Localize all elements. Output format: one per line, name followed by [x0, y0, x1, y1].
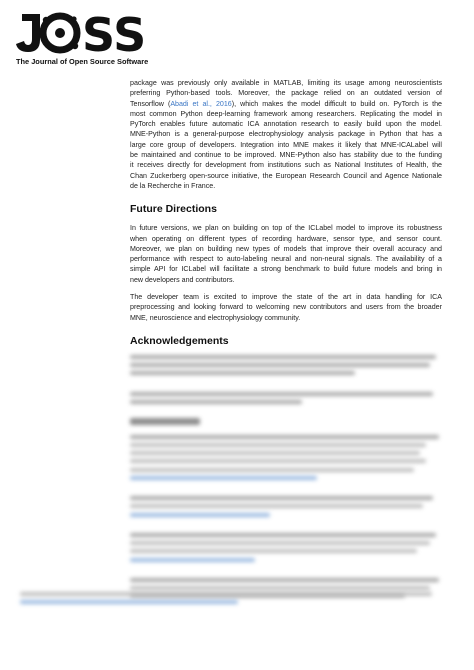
text-line: large core group of developers. Integration into MNE makes it likely that MNE-ICALabel will — [130, 140, 442, 149]
text-line: preferring Python-based tools. Moreover, the package relied on an outdated version of — [130, 89, 442, 98]
blurred-acknowledgements-text — [130, 355, 442, 404]
text-line: PyTorch enables future automatic ICA annotation research to easily build upon the model. — [130, 120, 442, 129]
text-line: it receives directly for development from institutions such as National Institutes of Health, the — [130, 161, 442, 170]
text-line: when operating on different types of recording hardware, sensor type, and sensor count. — [130, 234, 442, 243]
text-line: performance with respect to auto-labeling neural and non-neural signals. The availability of a — [130, 255, 442, 264]
text-line: MNE-Python is a general-purpose electrophysiology analysis package in Python that has a — [130, 130, 442, 139]
text-line: package was previously only available in MATLAB, limiting its usage among neuroscientists — [130, 79, 442, 87]
future-directions-heading: Future Directions — [130, 203, 217, 216]
text-line: Chan Zuckerberg open-source initiative, the European Research Council and Agence Nationale — [130, 171, 442, 180]
text-line: most common Python deep-learning framework among researchers. Replicating the model in — [130, 109, 442, 118]
text-line: be maintained and continue to be improved. MNE-Python also has stability due to the funding — [130, 151, 442, 160]
future-paragraph-2 — [130, 292, 442, 323]
joss-wordmark — [14, 8, 164, 56]
future-paragraph-1 — [130, 223, 442, 285]
blurred-footer — [20, 588, 440, 609]
text-line: Tensorflow (Abadi et al., 2016), which makes the model difficult to build on. PyTorch is the — [130, 99, 442, 108]
blurred-references-section — [130, 418, 442, 598]
joss-ss-letters: SS — [82, 8, 147, 56]
main-content — [130, 78, 442, 602]
journal-tagline: The Journal of Open Source Software — [16, 57, 149, 66]
text-line: In future versions, we plan on building on top of the ICLabel model to improve its robustness — [130, 224, 442, 233]
intro-paragraph — [130, 78, 442, 191]
citation-link[interactable]: Abadi et al., 2016 — [170, 99, 232, 108]
acknowledgements-heading: Acknowledgements — [130, 334, 229, 347]
text-line: Moreover, we plan on building new types of models that improve their overall accuracy and — [130, 244, 442, 253]
text-line: simple API for ICLabel will facilitate a strong benchmark to build future models and bring in — [130, 265, 442, 274]
text-line: MNE, neuroscience and electrophysiology community. — [130, 313, 301, 322]
text-line: new developers and contributors. — [130, 275, 235, 284]
text-line: de la Recherche in France. — [130, 181, 216, 190]
text-line: preprocessing and looking forward to welcoming new contributors and users from the broader — [130, 303, 442, 312]
text-line: The developer team is excited to improve the state of the art in data handling for ICA — [130, 293, 442, 302]
joss-logo — [14, 8, 164, 70]
